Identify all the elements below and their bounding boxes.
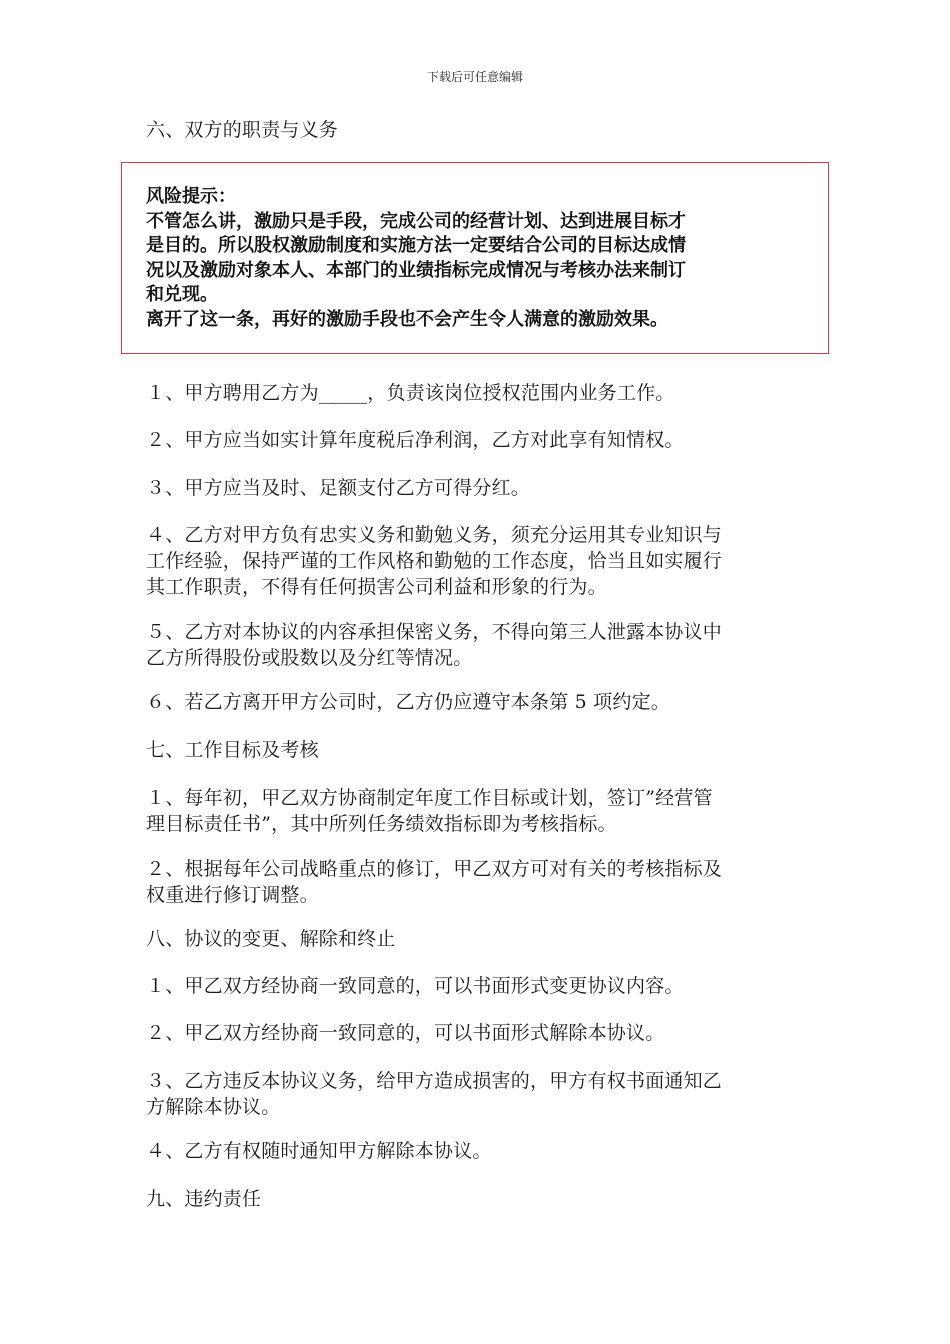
risk-body-2: 离开了这一条，再好的激励手段也不会产生令人满意的激励效果。 [146,308,668,330]
clause-8-3: ３、乙方违反本协议义务，给甲方造成损害的，甲方有权书面通知乙 方解除本协议。 [146,1070,723,1118]
clause-7-2: ２、根据每年公司战略重点的修订，甲乙双方可对有关的考核指标及 权重进行修订调整。 [146,858,723,906]
risk-title: 风险提示： [146,186,236,207]
clause-6-6: ６、若乙方离开甲方公司时，乙方仍应遵守本条第 5 项约定。 [146,691,670,713]
clause-6-5: ５、乙方对本协议的内容承担保密义务，不得向第三人泄露本协议中 乙方所得股份或股数以及分红等情况。 [146,621,723,669]
section-heading-8: 八、协议的变更、解除和终止 [146,928,396,950]
page-header-note: 下载后可任意编辑 [426,70,523,84]
clause-6-3: ３、甲方应当及时、足额支付乙方可得分红。 [146,477,531,499]
risk-warning-box [121,162,829,354]
clause-6-4: ４、乙方对甲方负有忠实义务和勤勉义务，须充分运用其专业知识与 工作经验，保持严谨的工作风格和勤勉的工作态度，恰当且如实履行 其工作职责，不得有任何损害公司利益和形象的行为。 [146,524,723,598]
clause-6-1: １、甲方聘用乙方为_____，负责该岗位授权范围内业务工作。 [146,382,675,404]
section-heading-6: 六、双方的职责与义务 [146,119,339,141]
clause-7-1: １、每年初，甲乙双方协商制定年度工作目标或计划，签订”经营管 理目标责任书”，其中所列任务绩效指标即为考核指标。 [146,787,713,835]
section-heading-7: 七、工作目标及考核 [146,739,319,761]
section-heading-9: 九、违约责任 [146,1188,262,1210]
risk-body-1: 不管怎么讲，激励只是手段，完成公司的经营计划、达到进展目标才 是目的。所以股权激励制度和实施方法一定要结合公司的目标达成情 况以及激励对象本人、本部门的业绩指标完成情况与考核办法来制订 和兑现。 [146,210,686,305]
risk-warning-text [146,185,816,332]
clause-8-4: ４、乙方有权随时通知甲方解除本协议。 [146,1140,492,1162]
clause-8-1: １、甲乙双方经协商一致同意的，可以书面形式变更协议内容。 [146,975,684,997]
clause-8-2: ２、甲乙双方经协商一致同意的，可以书面形式解除本协议。 [146,1022,665,1044]
clause-6-2: ２、甲方应当如实计算年度税后净利润，乙方对此享有知情权。 [146,429,684,451]
